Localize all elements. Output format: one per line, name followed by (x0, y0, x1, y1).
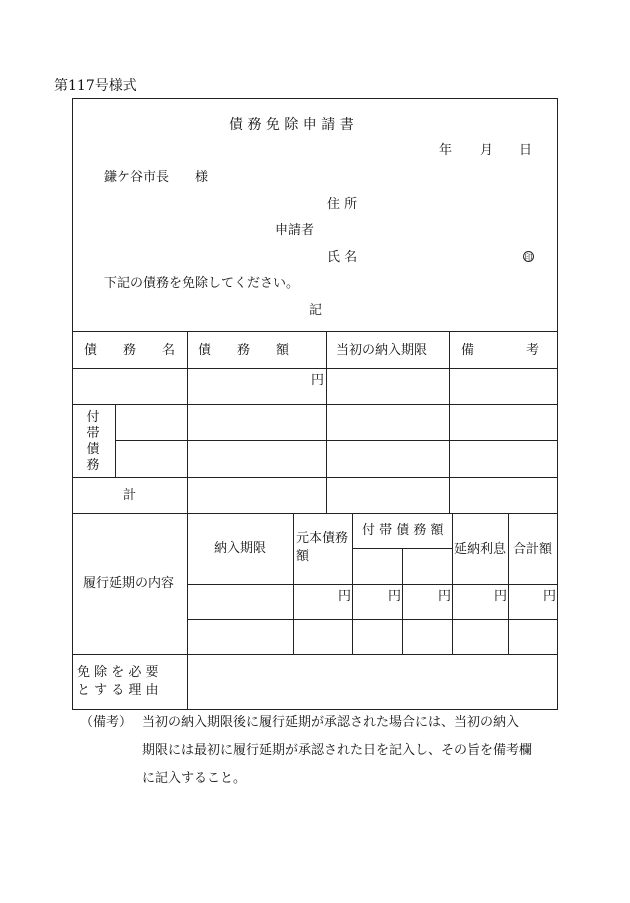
table-vline (508, 513, 509, 654)
attached-debt-label: 付帯債務 (86, 410, 100, 473)
note-label: （備考） (80, 715, 133, 730)
table-line (115, 440, 558, 441)
table-vline (293, 513, 294, 654)
table-vline (402, 548, 403, 654)
table-line (187, 619, 558, 620)
date-day: 日 (519, 143, 533, 158)
request-text: 下記の債務を免除してください。 (104, 276, 300, 291)
yen-label: 円 (338, 589, 352, 604)
table-line (72, 513, 558, 514)
header-initial-deadline: 当初の納入期限 (336, 343, 428, 358)
table-line (72, 368, 558, 369)
yen-label: 円 (494, 589, 508, 604)
yen-label: 円 (543, 589, 557, 604)
table-line (72, 404, 558, 405)
yen-label: 円 (438, 589, 452, 604)
ki-label: 記 (309, 303, 323, 318)
addressee: 鎌ケ谷市長 様 (104, 170, 209, 185)
name-label: 氏 名 (327, 250, 358, 265)
note-line2: 期限には最初に履行延期が承認された日を記入し、その旨を備考欄 (142, 743, 533, 758)
yen-label: 円 (388, 589, 402, 604)
note-line1: 当初の納入期限後に履行延期が承認された場合には、当初の納入 (142, 715, 520, 730)
table-vline (352, 513, 353, 654)
header-debt-amount: 債 務 額 (198, 343, 290, 358)
header-remarks: 備 考 (461, 343, 540, 358)
table-vline (326, 331, 327, 513)
table-vline (187, 331, 188, 710)
table-line (187, 584, 558, 585)
table-line (72, 477, 558, 478)
principal-header: 元本債務額 (296, 531, 349, 564)
form-title: 債 務 免 除 申 請 書 (229, 117, 354, 133)
date-month: 月 (480, 143, 494, 158)
form-number: 第117号様式 (54, 78, 137, 94)
exemption-reason-line2: と す る 理 由 (77, 683, 159, 698)
table-vline (449, 331, 450, 513)
seal-mark: 印 (524, 253, 533, 262)
table-line (72, 654, 558, 655)
yen-label: 円 (311, 373, 325, 388)
applicant-label: 申請者 (275, 223, 315, 238)
table-vline (115, 404, 116, 477)
extension-label: 履行延期の内容 (83, 576, 175, 591)
header-debt-name: 債 務 名 (84, 343, 176, 358)
note-line3: に記入すること。 (142, 771, 247, 786)
address-label: 住 所 (327, 197, 358, 212)
table-top-line (72, 331, 558, 332)
total-label: 計 (123, 488, 137, 503)
table-vline (452, 513, 453, 654)
late-interest-header: 延納利息 (454, 542, 507, 557)
exemption-reason-line1: 免 除 を 必 要 (77, 665, 159, 680)
attached-amount-header: 付 帯 債 務 額 (362, 523, 444, 538)
total-amount-header: 合計額 (513, 542, 553, 557)
payment-deadline-header: 納入期限 (214, 541, 267, 556)
date-year: 年 (439, 143, 453, 158)
